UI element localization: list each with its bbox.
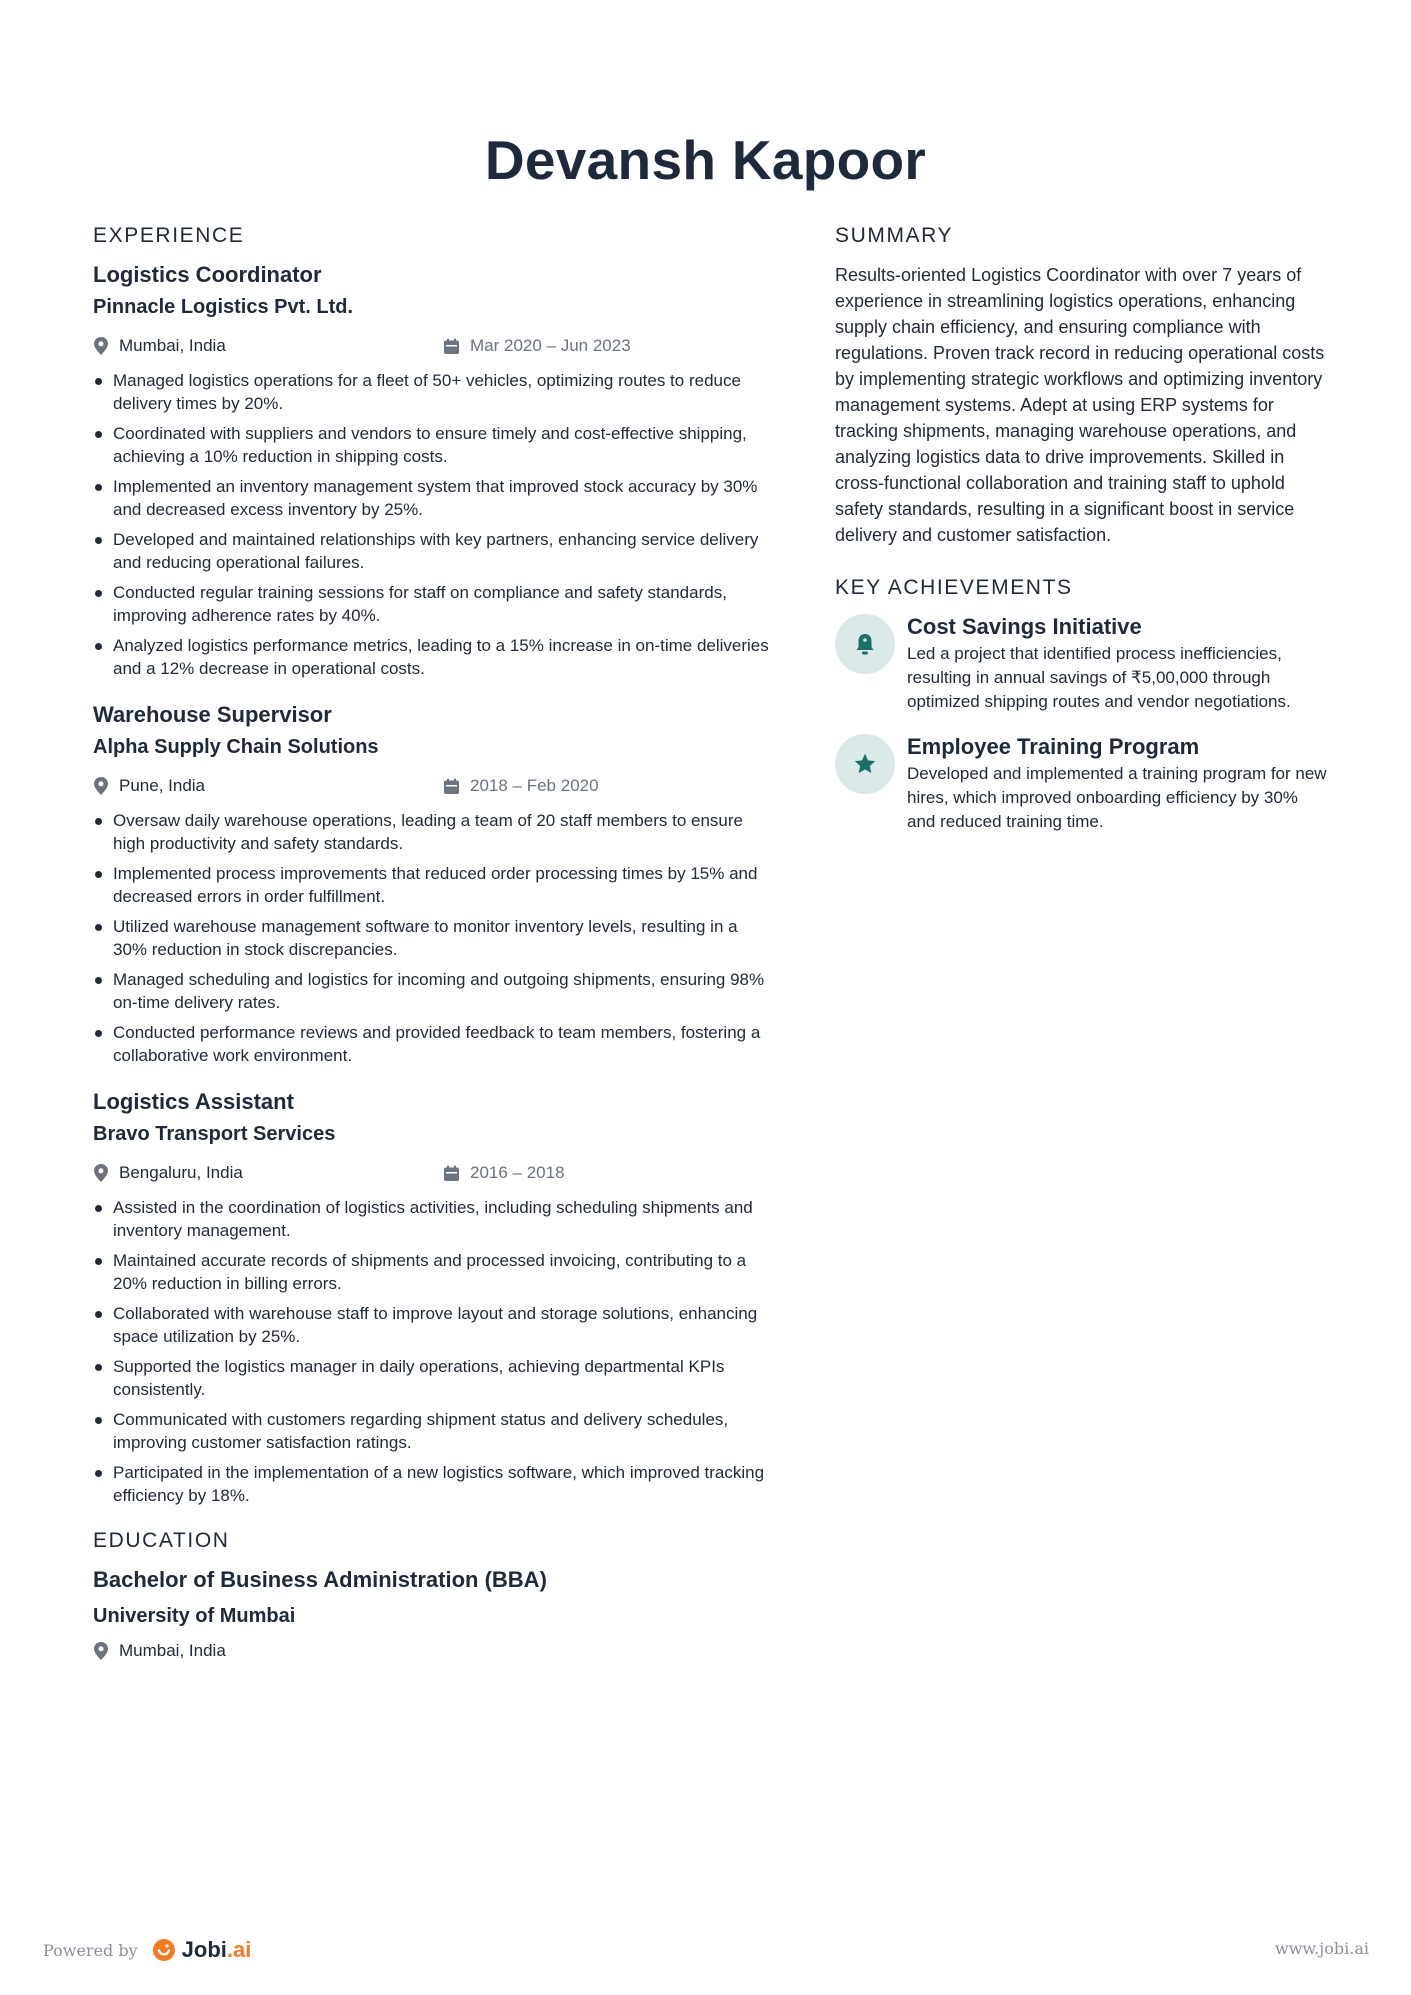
location-pin-icon <box>93 337 109 355</box>
job-bullet: Managed logistics operations for a fleet of 50+ vehicles, optimizing routes to reduce delivery times by 20%. <box>93 369 773 415</box>
job-company: Bravo Transport Services <box>93 1123 336 1145</box>
job-location-text: Pune, India <box>119 776 206 795</box>
achievements-list <box>835 614 1330 834</box>
calendar-icon <box>443 1165 460 1182</box>
location-pin-icon <box>93 1164 109 1182</box>
job-bullets <box>93 1196 773 1507</box>
education-location-text: Mumbai, India <box>119 1641 226 1660</box>
job-entry <box>93 702 773 1067</box>
education-heading: EDUCATION <box>93 1529 230 1552</box>
job-bullets <box>93 369 773 680</box>
job-bullet: Communicated with customers regarding shipment status and delivery schedules, improving customer satisfaction ratings. <box>93 1408 773 1454</box>
education-meta <box>93 1640 773 1662</box>
bell-icon <box>854 632 876 656</box>
job-company: Alpha Supply Chain Solutions <box>93 736 379 758</box>
candidate-name: Devansh Kapoor <box>484 129 927 191</box>
job-meta <box>93 775 773 797</box>
education-school: University of Mumbai <box>93 1605 296 1627</box>
achievement-icon-circle <box>835 614 895 674</box>
calendar-icon <box>443 778 460 795</box>
brand-main: Jobi <box>181 1937 227 1962</box>
job-bullet: Implemented an inventory management system that improved stock accuracy by 30% and decreased excess inventory by 25%. <box>93 475 773 521</box>
achievement-title: Employee Training Program <box>907 734 1200 759</box>
job-location <box>93 776 443 796</box>
calendar-icon <box>443 338 460 355</box>
achievement-desc: Led a project that identified process inefficiencies, resulting in annual savings of ₹5,00,000 through optimized shipping routes and vendor negotiations. <box>907 644 1291 711</box>
job-dates <box>443 336 631 356</box>
job-bullet: Conducted performance reviews and provided feedback to team members, fostering a collaborative work environment. <box>93 1021 773 1067</box>
job-bullet: Managed scheduling and logistics for incoming and outgoing shipments, ensuring 98% on-time delivery rates. <box>93 968 773 1014</box>
job-bullet: Participated in the implementation of a new logistics software, which improved tracking efficiency by 18%. <box>93 1461 773 1507</box>
achievement-icon-circle <box>835 734 895 794</box>
job-bullet: Implemented process improvements that reduced order processing times by 15% and decreased errors in order fulfillment. <box>93 862 773 908</box>
achievement-title: Cost Savings Initiative <box>907 614 1142 639</box>
job-dates <box>443 1163 565 1183</box>
experience-heading: EXPERIENCE <box>93 224 245 247</box>
footer-url[interactable]: www.jobi.ai <box>1275 1939 1369 1958</box>
summary-text: Results-oriented Logistics Coordinator with over 7 years of experience in streamlining logistics operations, enhancing supply chain efficiency, and ensuring compliance with regulations. Proven track record in reducing operational costs by implementing strategic workflows and optimizing inventory management systems. Adept at using ERP systems for tracking shipments, managing warehouse operations, and analyzing logistics data to drive improvements. Skilled in cross-functional collaboration and training staff to uphold safety standards, resulting in a significant boost in service delivery and customer satisfaction. <box>835 265 1325 545</box>
job-title: Logistics Assistant <box>93 1089 294 1114</box>
achievements-heading: KEY ACHIEVEMENTS <box>835 576 1073 599</box>
job-bullet: Supported the logistics manager in daily operations, achieving departmental KPIs consistently. <box>93 1355 773 1401</box>
right-column <box>835 224 1330 854</box>
achievement-desc: Developed and implemented a training program for new hires, which improved onboarding efficiency by 30% and reduced training time. <box>907 764 1327 831</box>
job-company: Pinnacle Logistics Pvt. Ltd. <box>93 296 354 318</box>
achievement-item <box>835 734 1330 834</box>
location-pin-icon <box>93 777 109 795</box>
job-dates-text: 2018 – Feb 2020 <box>470 776 599 795</box>
summary-heading: SUMMARY <box>835 224 954 247</box>
job-location-text: Mumbai, India <box>119 336 226 355</box>
achievement-body <box>907 734 1330 834</box>
job-title: Logistics Coordinator <box>93 262 322 287</box>
powered-by-text: Powered by <box>43 1940 138 1960</box>
brand-suffix: .ai <box>226 1937 252 1962</box>
star-icon <box>853 752 877 776</box>
education-degree: Bachelor of Business Administration (BBA) <box>93 1567 547 1592</box>
job-bullet: Analyzed logistics performance metrics, leading to a 15% increase in on-time deliveries and a 12% decrease in operational costs. <box>93 634 773 680</box>
job-location-text: Bengaluru, India <box>119 1163 243 1182</box>
job-bullet: Conducted regular training sessions for staff on compliance and safety standards, improving adherence rates by 40%. <box>93 581 773 627</box>
job-dates-text: Mar 2020 – Jun 2023 <box>470 336 631 355</box>
job-location <box>93 336 443 356</box>
education-location <box>93 1641 443 1661</box>
achievement-item <box>835 614 1330 714</box>
experience-list <box>93 262 773 1507</box>
job-meta <box>93 1162 773 1184</box>
job-bullet: Utilized warehouse management software to monitor inventory levels, resulting in a 30% reduction in stock discrepancies. <box>93 915 773 961</box>
jobi-logo-icon <box>152 1938 176 1962</box>
job-bullet: Oversaw daily warehouse operations, leading a team of 20 staff members to ensure high productivity and safety standards. <box>93 809 773 855</box>
job-dates <box>443 776 599 796</box>
job-title: Warehouse Supervisor <box>93 702 332 727</box>
job-location <box>93 1163 443 1183</box>
job-bullets <box>93 809 773 1067</box>
job-bullet: Coordinated with suppliers and vendors to ensure timely and cost-effective shipping, achieving a 10% reduction in shipping costs. <box>93 422 773 468</box>
jobi-logo[interactable] <box>152 1937 252 1963</box>
job-entry <box>93 262 773 680</box>
job-bullet: Maintained accurate records of shipments and processed invoicing, contributing to a 20% reduction in billing errors. <box>93 1249 773 1295</box>
job-entry <box>93 1089 773 1507</box>
job-bullet: Developed and maintained relationships with key partners, enhancing service delivery and reducing operational failures. <box>93 528 773 574</box>
job-bullet: Assisted in the coordination of logistics activities, including scheduling shipments and inventory management. <box>93 1196 773 1242</box>
job-meta <box>93 335 773 357</box>
location-pin-icon <box>93 1642 109 1660</box>
left-column <box>93 224 773 1674</box>
job-dates-text: 2016 – 2018 <box>470 1163 565 1182</box>
achievement-body <box>907 614 1330 714</box>
job-bullet: Collaborated with warehouse staff to improve layout and storage solutions, enhancing space utilization by 25%. <box>93 1302 773 1348</box>
footer-powered-by <box>43 1937 251 1963</box>
